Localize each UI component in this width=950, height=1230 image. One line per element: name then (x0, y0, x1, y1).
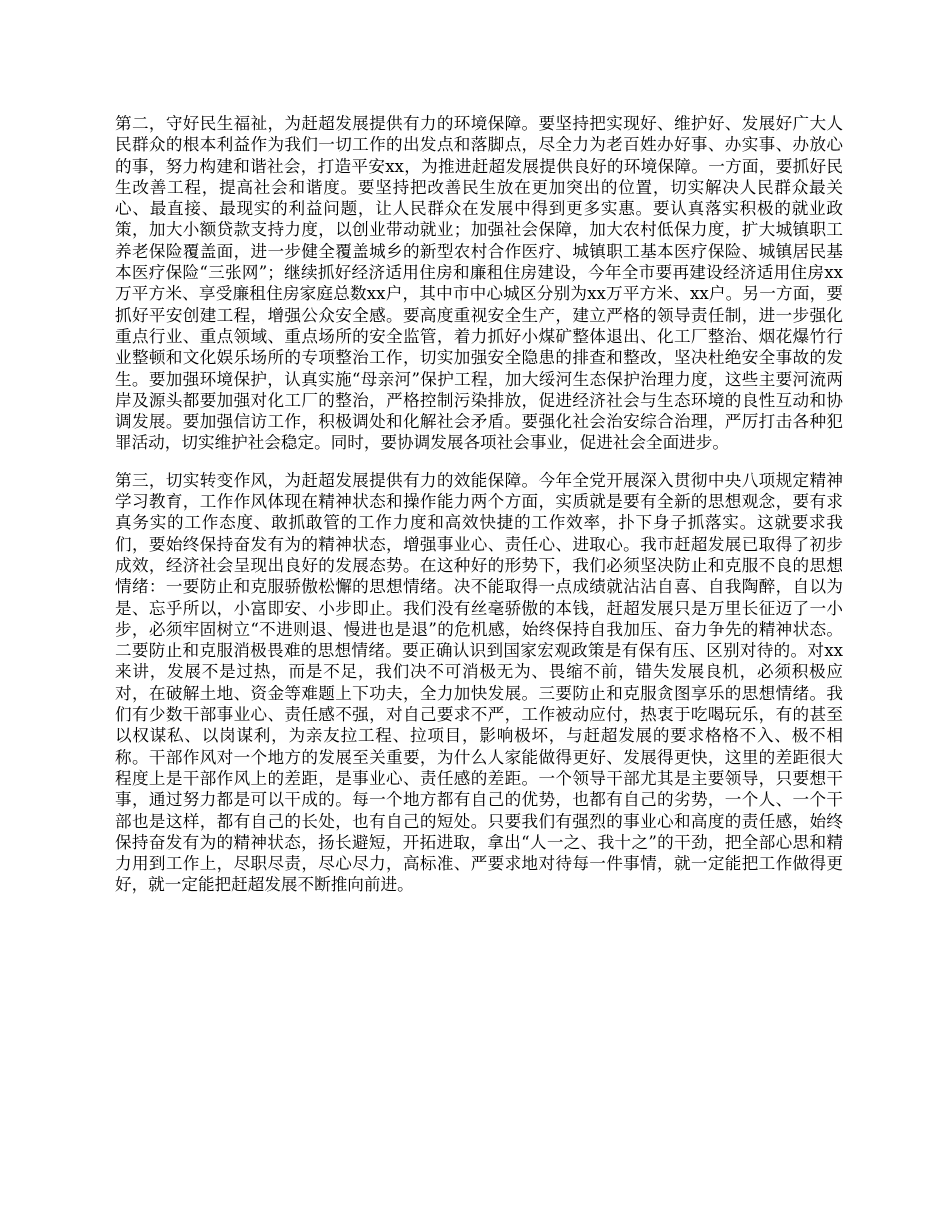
document-body (115, 113, 843, 912)
paragraph-second-livelihood: 第二，守好民生福祉，为赶超发展提供有力的环境保障。要坚持把实现好、维护好、发展好广大人民群众的根本利益作为我们一切工作的出发点和落脚点，尽全力为老百姓办好事、办实事、办放心的事，努力构建和谐社会，打造平安xx，为推进赶超发展提供良好的环境保障。一方面，要抓好民生改善工程，提高社会和谐度。要坚持把改善民生放在更加突出的位置，切实解决人民群众最关心、最直接、最现实的利益问题，让人民群众在发展中得到更多实惠。要认真落实积极的就业政策，加大小额贷款支持力度，以创业带动就业；加强社会保障，加大农村低保力度，扩大城镇职工养老保险覆盖面，进一步健全覆盖城乡的新型农村合作医疗、城镇职工基本医疗保险、城镇居民基本医疗保险“三张网”；继续抓好经济适用住房和廉租住房建设，今年全市要再建设经济适用住房xx万平方米、享受廉租住房家庭总数xx户，其中市中心城区分别为xx万平方米、xx户。另一方面，要抓好平安创建工程，增强公众安全感。要高度重视安全生产，建立严格的领导责任制，进一步强化重点行业、重点领域、重点场所的安全监管，着力抓好小煤矿整体退出、化工厂整治、烟花爆竹行业整顿和文化娱乐场所的专项整治工作，切实加强安全隐患的排查和整改，坚决杜绝安全事故的发生。要加强环境保护，认真实施“母亲河”保护工程，加大绥河生态保护治理力度，这些主要河流两岸及源头都要加强对化工厂的整治，严格控制污染排放，促进经济社会与生态环境的良性互动和协调发展。要加强信访工作，积极调处和化解社会矛盾。要强化社会治安综合治理，严厉打击各种犯罪活动，切实维护社会稳定。同时，要协调发展各项社会事业，促进社会全面进步。 (115, 114, 843, 453)
paragraph-third-work-style: 第三，切实转变作风，为赶超发展提供有力的效能保障。今年全党开展深入贯彻中央八项规定精神学习教育，工作作风体现在精神状态和操作能力两个方面，实质就是要有全新的思想观念，要有求真务实的工作态度、敢抓敢管的工作力度和高效快捷的工作效率，扑下身子抓落实。这就要求我们，要始终保持奋发有为的精神状态，增强事业心、责任心、进取心。我市赶超发展已取得了初步成效，经济社会呈现出良好的发展态势。在这种好的形势下，我们必须坚决防止和克服不良的思想情绪：一要防止和克服骄傲松懈的思想情绪。决不能取得一点成绩就沾沾自喜、自我陶醉，自以为是、忘乎所以，小富即安、小步即止。我们没有丝毫骄傲的本钱，赶超发展只是万里长征迈了一小步，必须牢固树立“不进则退、慢进也是退”的危机感，始终保持自我加压、奋力争先的精神状态。二要防止和克服消极畏难的思想情绪。要正确认识到国家宏观政策是有保有压、区别对待的。对xx来讲，发展不是过热，而是不足，我们决不可消极无为、畏缩不前，错失发展良机，必须积极应对，在破解土地、资金等难题上下功夫，全力加快发展。三要防止和克服贪图享乐的思想情绪。我们有少数干部事业心、责任感不强，对自己要求不严，工作被动应付，热衷于吃喝玩乐，有的甚至以权谋私、以岗谋利，为亲友拉工程、拉项目，影响极坏，与赶超发展的要求格格不入、极不相称。干部作风对一个地方的发展至关重要，为什么人家能做得更好、发展得更快，这里的差距很大程度上是干部作风上的差距，是事业心、责任感的差距。一个领导干部尤其是主要领导，只要想干事，通过努力都是可以干成的。每一个地方都有自己的优势，也都有自己的劣势，一个人、一个干部也是这样，都有自己的长处，也有自己的短处。只要我们有强烈的事业心和高度的责任感，始终保持奋发有为的精神状态，扬长避短，开拓进取，拿出“人一之、我十之”的干劲，把全部心思和精力用到工作上，尽职尽责，尽心尽力，高标准、严要求地对待每一件事情，就一定能把工作做得更好，就一定能把赶超发展不断推向前进。 (115, 470, 843, 895)
